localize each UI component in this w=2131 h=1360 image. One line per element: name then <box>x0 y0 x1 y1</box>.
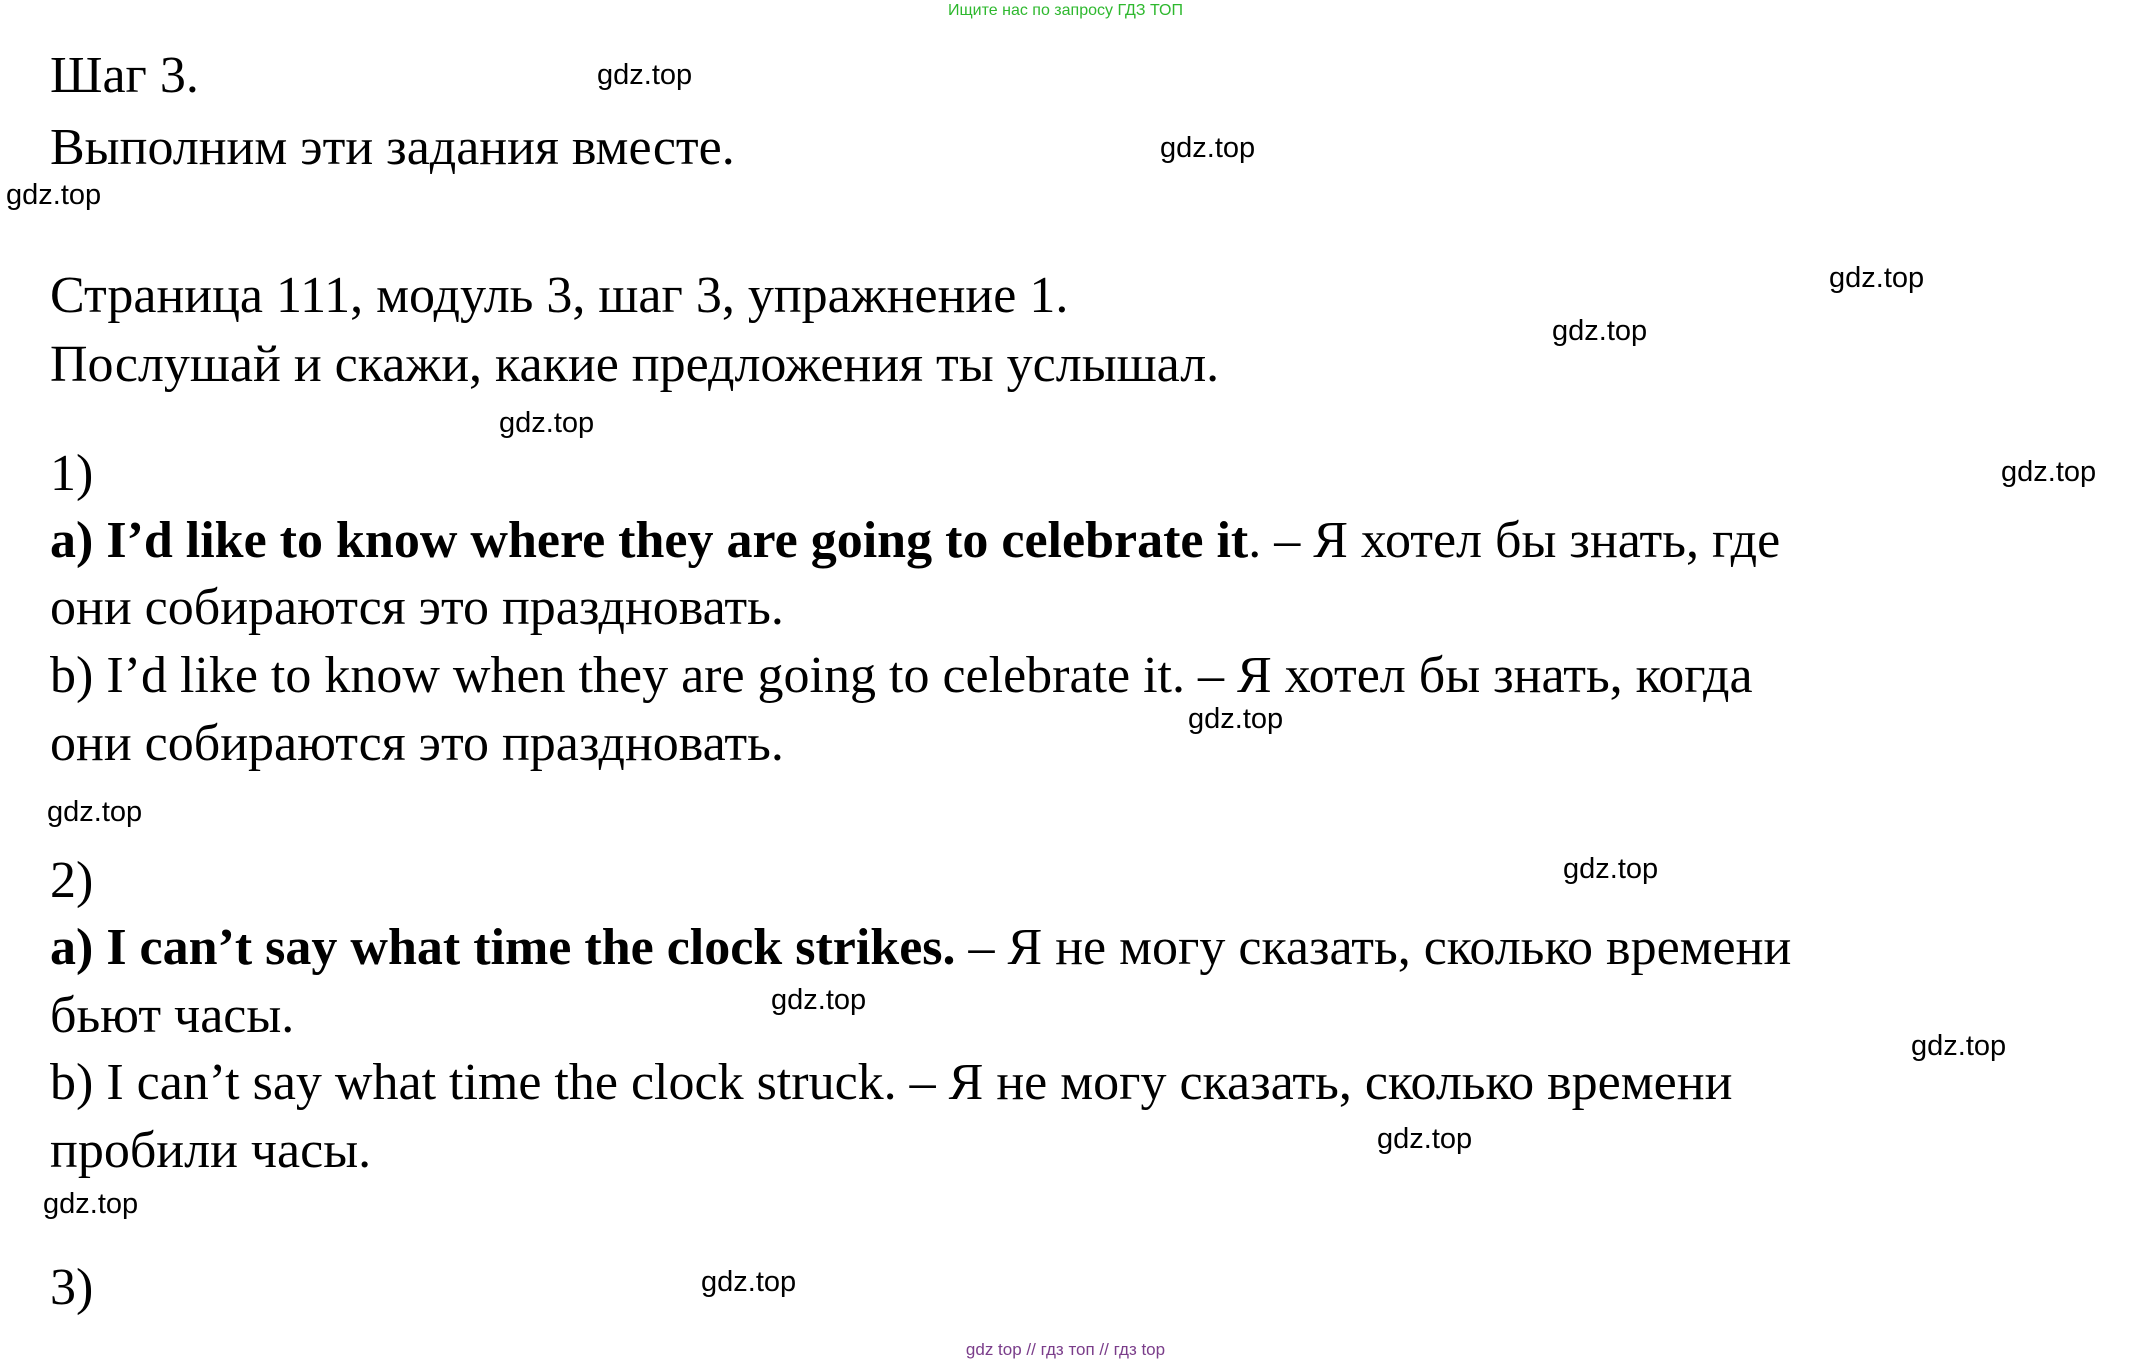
item-1-option-a-translation: . – Я хотел бы знать, где <box>1248 512 1781 569</box>
search-hint-link[interactable]: Ищите нас по запросу ГДЗ ТОП <box>948 2 1183 19</box>
item-2-option-b: b) I can’t say what time the clock struck. – Я не могу сказать, сколько времени <box>50 1054 1733 1111</box>
watermark: gdz.top <box>1829 262 1925 294</box>
watermark: gdz.top <box>6 179 102 211</box>
item-number-2: 2) <box>50 852 94 909</box>
item-1-option-b-continuation: они собираются это праздновать. <box>50 715 784 772</box>
item-2-option-b-continuation: пробили часы. <box>50 1122 372 1179</box>
footer-links[interactable]: gdz top // гдз топ // гдз top <box>965 1340 1166 1359</box>
watermark: gdz.top <box>1552 315 1648 347</box>
item-2-option-a-continuation: бьют часы. <box>50 987 295 1044</box>
item-number-3: 3) <box>50 1259 94 1316</box>
watermark: gdz.top <box>1911 1030 2007 1062</box>
item-number-1: 1) <box>50 445 94 502</box>
watermark: gdz.top <box>43 1188 139 1220</box>
item-1-option-b: b) I’d like to know when they are going to celebrate it. – Я хотел бы знать, когда <box>50 647 1753 704</box>
watermark: gdz.top <box>1160 132 1256 164</box>
watermark: gdz.top <box>47 796 143 828</box>
watermark: gdz.top <box>499 407 595 439</box>
step-title: Шаг 3. <box>50 47 199 104</box>
watermark: gdz.top <box>597 59 693 91</box>
exercise-instruction: Послушай и скажи, какие предложения ты услышал. <box>50 336 1220 393</box>
watermark: gdz.top <box>1188 703 1284 735</box>
exercise-reference: Страница 111, модуль 3, шаг 3, упражнение 1. <box>50 267 1069 324</box>
watermark: gdz.top <box>701 1266 797 1298</box>
item-2-option-a-translation: – Я не могу сказать, сколько времени <box>955 919 1792 976</box>
item-1-option-a-english: a) I’d like to know where they are going to celebrate it <box>50 512 1249 569</box>
item-2-option-a <box>50 918 1791 978</box>
step-subtitle: Выполним эти задания вместе. <box>50 119 735 176</box>
watermark: gdz.top <box>2001 456 2097 488</box>
watermark: gdz.top <box>1563 853 1659 885</box>
item-2-option-a-english: a) I can’t say what time the clock strikes. <box>50 919 956 976</box>
item-1-option-a <box>50 511 1780 571</box>
item-1-option-a-continuation: они собираются это праздновать. <box>50 579 784 636</box>
watermark: gdz.top <box>1377 1123 1473 1155</box>
watermark: gdz.top <box>771 984 867 1016</box>
